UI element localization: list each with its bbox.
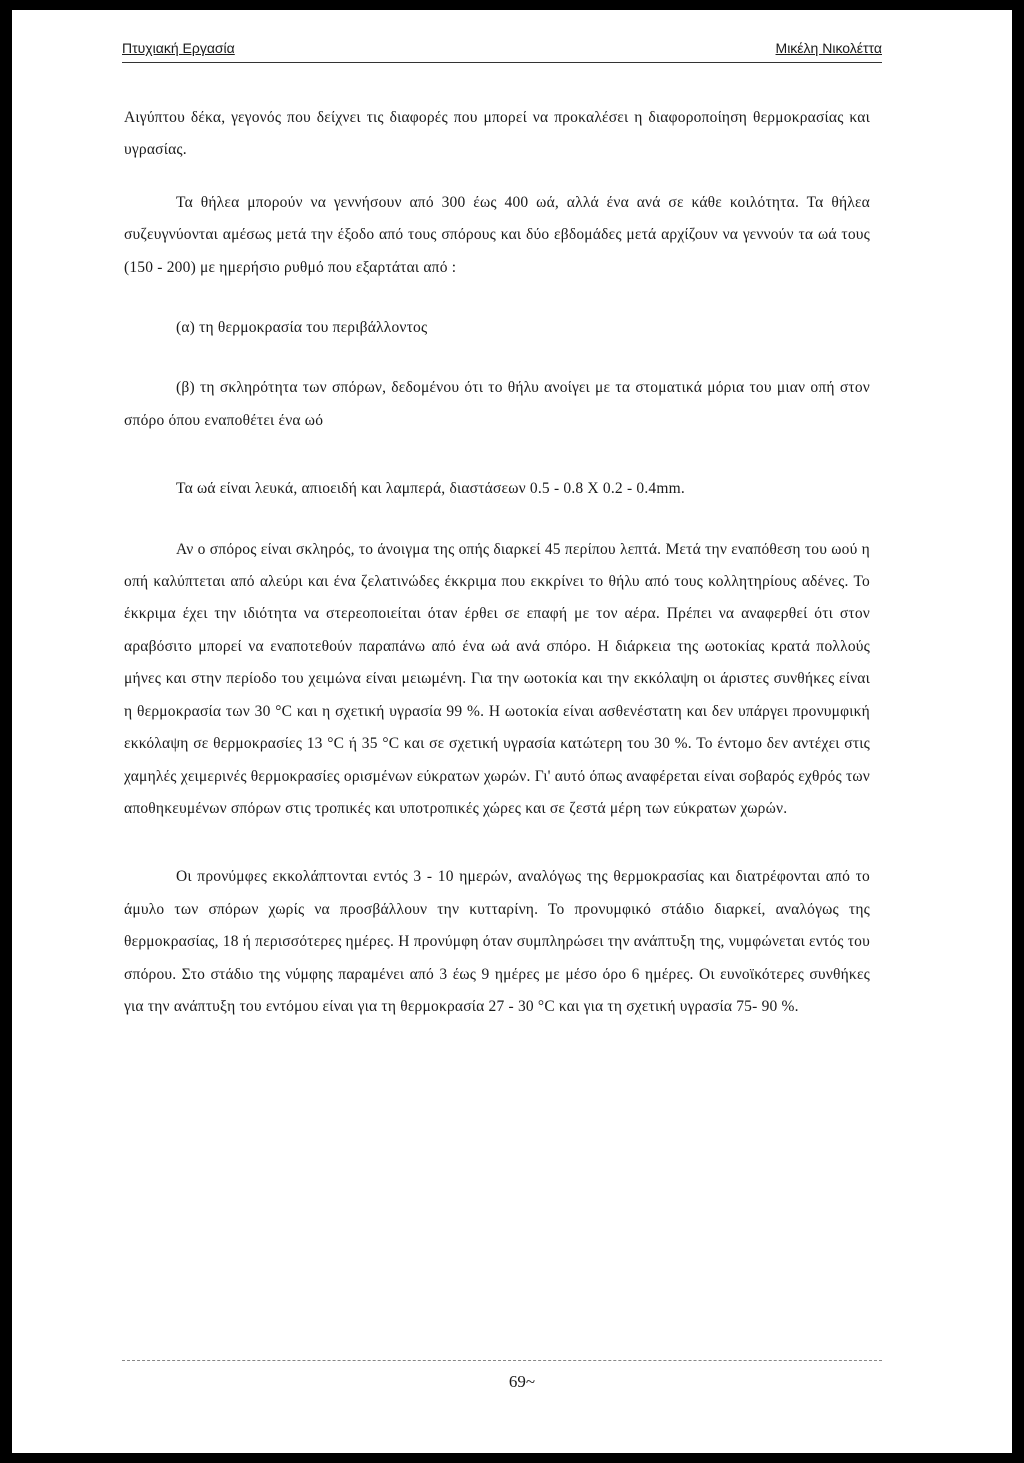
page-header	[122, 40, 882, 63]
page-number: 69~	[508, 1372, 536, 1391]
paragraph: Τα ωά είναι λευκά, απιοειδή και λαμπερά, διαστάσεων 0.5 - 0.8 Χ 0.2 - 0.4mm.	[176, 480, 685, 498]
header-author: Μικέλη Νικολέττα	[775, 40, 882, 56]
paragraph: Οι προνύμφες εκκολάπτονται εντός 3 - 10 ημερών, αναλόγως της θερμοκρασίας και διατρέφονται από το άμυλο των σπόρων χωρίς να προσβάλλουν την κυτταρίνη. Το προνυμφικό στάδιο διαρκεί, αναλόγως της θερμοκρασίας, 18 ή περισσότερες ημέρες. Η προνύμφη όταν συμπληρώσει την ανάπτυξη της, νυμφώνεται εντός του σπόρου. Στο στάδιο της νύμφης παραμένει από 3 έως 9 ημέρες με μέσο όρο 6 ημέρες. Οι ευνοϊκότερες συνθήκες για την ανάπτυξη του εντόμου είναι για τη θερμοκρασία 27 - 30 °C και για τη σχετική υγρασία 75- 90 %.	[124, 868, 870, 1015]
list-item: (α) τη θερμοκρασία του περιβάλλοντος	[176, 319, 428, 337]
paragraph: Τα θήλεα μπορούν να γεννήσουν από 300 έως 400 ωά, αλλά ένα ανά σε κάθε κοιλότητα. Τα θήλεα συζευγνύονται αμέσως μετά την έξοδο από τους σπόρους και δύο εβδομάδες μετά αρχίζουν να γεννούν τα ωά τους (150 - 200) με ημερήσιο ρυθμό που εξαρτάται από :	[124, 193, 870, 276]
paragraph: Αν ο σπόρος είναι σκληρός, το άνοιγμα της οπής διαρκεί 45 περίπου λεπτά. Μετά την εναπόθεση του ωού η οπή καλύπτεται από αλεύρι και ένα ζελατινώδες έκκριμα που εκκρίνει το θήλυ από τους κολλητηρίους αδένες. Το έκκριμα έχει την ιδιότητα να στερεοποιείται όταν έρθει σε επαφή με τον αέρα. Πρέπει να αναφερθεί ότι στον αραβόσιτο μπορεί να εναποτεθούν παραπάνω από ένα ωά ανά σπόρο. Η διάρκεια της ωοτοκίας κρατά πολλούς μήνες και στην περίοδο του χειμώνα είναι μειωμένη. Για την ωοτοκία και την εκκόλαψη οι άριστες συνθήκες είναι η θερμοκρασία των 30 °C και η σχετική υγρασία 99 %. Η ωοτοκία είναι ασθενέστατη και δεν υπάργει προνυμφική εκκόλαψη σε θερμοκρασίες 13 °C ή 35 °C και σε σχετική υγρασία κατώτερη του 30 %. Το έντομο δεν αντέχει στις χαμηλές χειμερινές θερμοκρασίες ορισμένων εύκρατων χωρών. Γι' αυτό όπως αναφέρεται είναι σοβαρός εχθρός των αποθηκευμένων σπόρων στις τροπικές και υποτροπικές χώρες και σε ζεστά μέρη των εύκρατων χωρών.	[124, 540, 870, 817]
page-body	[124, 102, 870, 1023]
footer-divider	[122, 1360, 882, 1361]
document-page	[12, 10, 1012, 1453]
paragraph: Αιγύπτου δέκα, γεγονός που δείχνει τις διαφορές που μπορεί να προκαλέσει η διαφοροποίηση θερμοκρασίας και υγρασίας.	[124, 109, 870, 159]
list-item: (β) τη σκληρότητα των σπόρων, δεδομένου ότι το θήλυ ανοίγει με τα στοματικά μόρια του μιαν οπή στον σπόρο όπου εναποθέτει ένα ωό	[124, 379, 870, 429]
header-document-type: Πτυχιακή Εργασία	[122, 40, 235, 56]
